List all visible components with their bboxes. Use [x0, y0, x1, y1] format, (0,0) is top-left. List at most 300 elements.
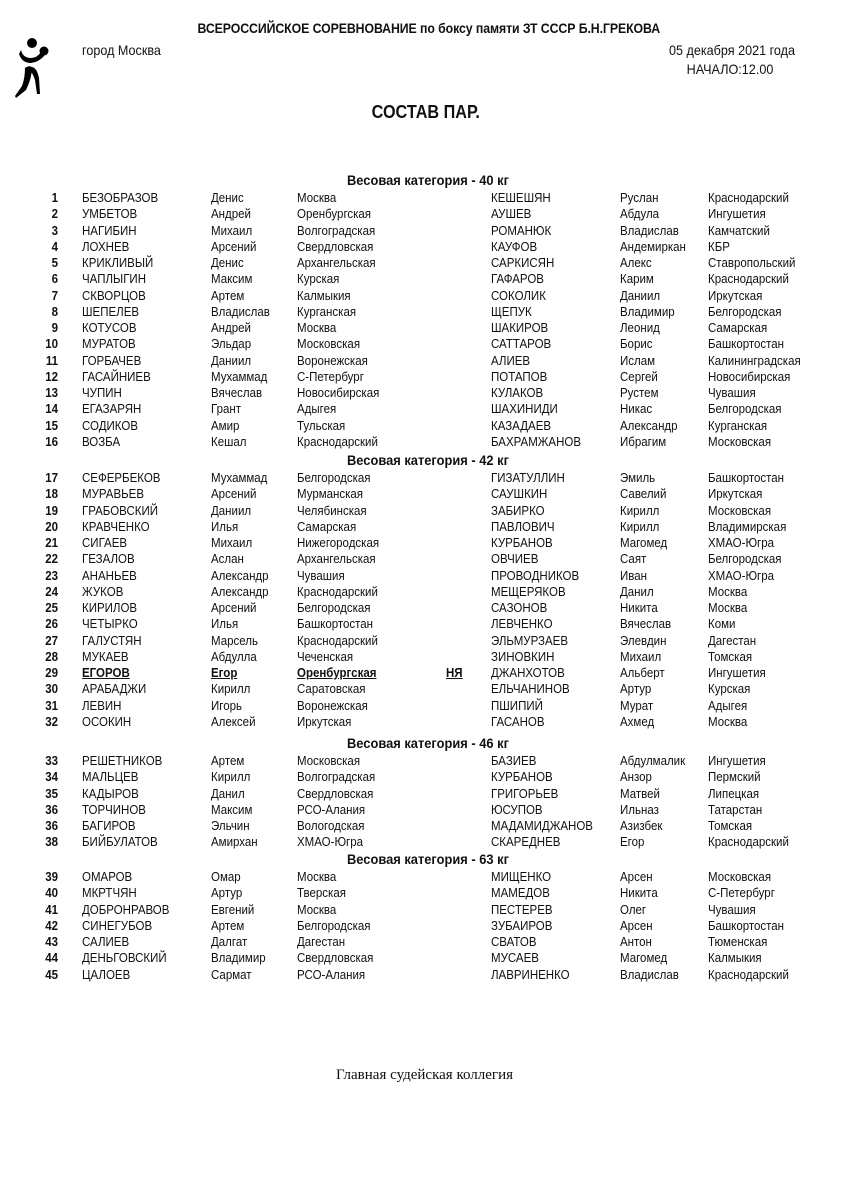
right-surname: МАДАМИДЖАНОВ	[491, 819, 593, 833]
left-name: Илья	[211, 519, 239, 534]
start-time: НАЧАЛО:12.00	[686, 61, 773, 77]
pair-number: 38	[45, 835, 58, 850]
pair-row	[0, 649, 849, 665]
right-region: Липецкая	[708, 786, 760, 801]
left-region: Свердловская	[297, 951, 374, 966]
pair-number: 41	[45, 902, 58, 917]
pair-row	[0, 753, 849, 769]
document-title: СОСТАВ ПАР.	[371, 102, 480, 122]
right-surname: БАХРАМЖАНОВ	[491, 434, 582, 449]
pair-row	[0, 503, 849, 519]
pair-row	[0, 802, 849, 818]
left-name: Артур	[211, 886, 243, 901]
left-surname: ЛОХНЕВ	[82, 239, 130, 254]
pair-number: 16	[45, 434, 58, 449]
pair-row	[0, 519, 849, 535]
right-region: Иркутская	[708, 288, 763, 303]
left-region: Мурманская	[297, 487, 364, 502]
right-region: Ставропольский	[708, 256, 796, 270]
left-name: Грант	[211, 402, 242, 417]
right-name: Данил	[620, 584, 654, 599]
right-surname: МУСАЕВ	[491, 951, 539, 966]
left-surname: ГЕЗАЛОВ	[82, 552, 135, 567]
left-surname: СИНЕГУБОВ	[82, 918, 153, 933]
pair-number: 34	[45, 770, 58, 785]
left-region: Саратовская	[297, 682, 366, 697]
left-surname: МУКАЕВ	[82, 649, 129, 664]
right-surname: ГАСАНОВ	[491, 714, 545, 729]
pair-number: 21	[45, 536, 58, 550]
right-surname: БАЗИЕВ	[491, 754, 537, 768]
right-name: Абдулмалик	[620, 754, 686, 768]
left-surname: КРИКЛИВЫЙ	[82, 256, 154, 270]
right-name: Саят	[620, 552, 647, 567]
left-surname: АНАНЬЕВ	[82, 568, 137, 583]
weight-category-title: Весовая категория - 40 кг	[347, 172, 509, 188]
competition-title: ВСЕРОССИЙСКОЕ СОРЕВНОВАНИЕ по боксу памяти ЗТ СССР Б.Н.ГРЕКОВА	[197, 20, 661, 36]
right-name: Артур	[620, 682, 652, 697]
left-name: Данил	[211, 786, 245, 801]
left-region: Курганская	[297, 304, 357, 319]
pair-number: 33	[45, 754, 58, 768]
right-surname: АЛИЕВ	[491, 353, 531, 368]
right-surname: ЮСУПОВ	[491, 802, 543, 817]
left-region: Тверская	[297, 886, 346, 901]
right-name: Андемиркан	[620, 239, 686, 254]
left-region: ХМАО-Югра	[297, 835, 364, 850]
right-region: ХМАО-Югра	[708, 568, 775, 583]
left-region: Краснодарский	[297, 584, 378, 599]
right-surname: КЕШЕШЯН	[491, 191, 551, 205]
left-name: Максим	[211, 272, 253, 287]
pair-number: 40	[45, 886, 58, 901]
pair-number: 5	[51, 256, 58, 270]
pair-number: 15	[45, 418, 58, 433]
city-label: город Москва	[82, 42, 161, 58]
weight-category-title: Весовая категория - 46 кг	[347, 735, 509, 751]
right-name: Никита	[620, 886, 658, 901]
pair-number: 36	[45, 819, 58, 833]
right-name: Ислам	[620, 353, 656, 368]
left-surname: КАДЫРОВ	[82, 786, 139, 801]
right-region: Пермский	[708, 770, 761, 785]
left-surname: ГРАБОВСКИЙ	[82, 503, 158, 518]
right-surname: ГРИГОРЬЕВ	[491, 786, 559, 801]
pair-row	[0, 288, 849, 304]
right-name: Никита	[620, 601, 658, 615]
right-name: Владимир	[620, 304, 675, 319]
left-name: Андрей	[211, 207, 251, 222]
pair-row	[0, 223, 849, 239]
pair-number: 14	[45, 402, 58, 417]
left-name: Владимир	[211, 951, 266, 966]
pair-row	[0, 255, 849, 271]
left-name: Денис	[211, 256, 244, 270]
left-surname: УМБЕТОВ	[82, 207, 138, 222]
left-region: РСО-Алания	[297, 802, 366, 817]
pair-row	[0, 834, 849, 850]
footer-signature: Главная судейская коллегия	[336, 1067, 513, 1083]
right-surname: ОВЧИЕВ	[491, 552, 539, 567]
left-surname: КОТУСОВ	[82, 321, 137, 335]
right-name: Анзор	[620, 770, 652, 785]
right-region: Башкортостан	[708, 337, 785, 352]
left-surname: МКРТЧЯН	[82, 886, 137, 901]
left-region: Белгородская	[297, 918, 371, 933]
left-surname: ВОЗБА	[82, 434, 121, 449]
right-surname: СВАТОВ	[491, 935, 537, 949]
right-region: Владимирская	[708, 519, 787, 534]
pair-number: 32	[45, 714, 58, 729]
right-name: Сергей	[620, 369, 658, 384]
left-name: Даниил	[211, 503, 252, 518]
right-surname: КУРБАНОВ	[491, 536, 553, 550]
right-surname: ЛАВРИНЕНКО	[491, 967, 570, 982]
right-name: Владислав	[620, 967, 679, 982]
right-name: Ахмед	[620, 714, 655, 729]
right-region: Москва	[708, 714, 748, 729]
right-surname: ДЖАНХОТОВ	[491, 666, 565, 680]
left-region: Оренбургская	[297, 207, 372, 222]
right-surname: ЭЛЬМУРЗАЕВ	[491, 633, 568, 648]
pair-number: 11	[45, 353, 58, 368]
left-name: Эльчин	[211, 819, 250, 833]
right-region: Ингушетия	[708, 666, 766, 680]
left-name: Сармат	[211, 967, 252, 982]
right-region: Дагестан	[708, 633, 757, 648]
right-name: Эмиль	[620, 471, 656, 485]
left-surname: МУРАТОВ	[82, 337, 136, 352]
left-region: Краснодарский	[297, 434, 378, 449]
right-region: Тюменская	[708, 935, 768, 949]
left-name: Кешал	[211, 434, 247, 449]
left-surname: КРАВЧЕНКО	[82, 519, 150, 534]
right-region: Московская	[708, 434, 772, 449]
pair-row	[0, 633, 849, 649]
pair-row	[0, 934, 849, 950]
pair-row	[0, 418, 849, 434]
right-name: Александр	[620, 418, 678, 433]
left-region: Московская	[297, 337, 361, 352]
right-name: Альберт	[620, 666, 665, 680]
left-surname: ГАСАЙНИЕВ	[82, 369, 151, 384]
left-name: Алексей	[211, 714, 256, 729]
right-region: Чувашия	[708, 386, 756, 400]
left-surname: ЕГАЗАРЯН	[82, 402, 142, 417]
right-region: Курская	[708, 682, 751, 697]
left-region: Тульская	[297, 418, 346, 433]
right-name: Алекс	[620, 256, 652, 270]
right-name: Никас	[620, 402, 653, 417]
left-surname: ЧУПИН	[82, 386, 122, 400]
right-surname: ГАФАРОВ	[491, 272, 544, 287]
right-surname: МЕЩЕРЯКОВ	[491, 584, 566, 599]
left-surname: ЧЕТЫРКО	[82, 617, 138, 632]
right-surname: АУШЕВ	[491, 207, 532, 222]
left-name: Кирилл	[211, 770, 251, 785]
pair-number: 35	[45, 786, 58, 801]
pair-number: 43	[45, 935, 58, 949]
left-name: Арсений	[211, 487, 257, 502]
left-name: Егор	[211, 666, 238, 680]
right-name: Элевдин	[620, 633, 667, 648]
right-name: Азизбек	[620, 819, 663, 833]
right-surname: ЕЛЬЧАНИНОВ	[491, 682, 570, 697]
left-name: Далгат	[211, 935, 248, 949]
left-region: Москва	[297, 870, 337, 884]
right-surname: СОКОЛИК	[491, 288, 546, 303]
left-name: Аслан	[211, 552, 244, 567]
pair-number: 18	[45, 487, 58, 502]
left-region: Челябинская	[297, 503, 367, 518]
pair-number: 6	[51, 272, 58, 287]
left-name: Мухаммад	[211, 471, 268, 485]
pair-number: 12	[45, 369, 58, 384]
right-surname: ЗИНОВКИН	[491, 649, 555, 664]
left-region: Архангельская	[297, 256, 376, 270]
right-name: Карим	[620, 272, 654, 287]
right-name: Савелий	[620, 487, 667, 502]
right-region: Самарская	[708, 321, 768, 335]
pair-row	[0, 902, 849, 918]
pair-row	[0, 584, 849, 600]
pair-row	[0, 470, 849, 486]
left-surname: СКВОРЦОВ	[82, 288, 146, 303]
right-surname: ШАКИРОВ	[491, 321, 549, 335]
pair-row	[0, 551, 849, 567]
left-name: Артем	[211, 288, 245, 303]
right-region: Краснодарский	[708, 272, 789, 287]
right-surname: САТТАРОВ	[491, 337, 552, 352]
right-surname: МАМЕДОВ	[491, 886, 550, 901]
left-region: Волгоградская	[297, 223, 376, 238]
left-region: Калмыкия	[297, 288, 351, 303]
pair-number: 25	[45, 601, 58, 615]
left-name: Александр	[211, 568, 269, 583]
left-surname: ДОБРОНРАВОВ	[82, 902, 170, 917]
left-region: Оренбургская	[297, 666, 377, 680]
right-name: Арсен	[620, 870, 653, 884]
pair-row	[0, 885, 849, 901]
right-name: Магомед	[620, 536, 668, 550]
right-name: Арсен	[620, 918, 653, 933]
pair-row	[0, 271, 849, 287]
left-region: Волгоградская	[297, 770, 376, 785]
left-region: Белгородская	[297, 601, 371, 615]
right-region: С-Петербург	[708, 886, 775, 901]
left-surname: ЧАПЛЫГИН	[82, 272, 146, 287]
left-name: Александр	[211, 584, 269, 599]
pair-row	[0, 353, 849, 369]
right-name: Михаил	[620, 649, 662, 664]
left-region: Курская	[297, 272, 340, 287]
right-region: Калининградская	[708, 353, 801, 368]
right-surname: РОМАНЮК	[491, 223, 552, 238]
right-surname: ПРОВОДНИКОВ	[491, 568, 580, 583]
left-surname: МАЛЬЦЕВ	[82, 770, 139, 785]
right-region: Московская	[708, 503, 772, 518]
left-name: Кирилл	[211, 682, 251, 697]
left-surname: БЕЗОБРАЗОВ	[82, 191, 159, 205]
pair-row	[0, 486, 849, 502]
pair-row	[0, 786, 849, 802]
left-name: Даниил	[211, 353, 252, 368]
right-region: Ингушетия	[708, 207, 766, 222]
pair-number: 13	[45, 386, 58, 400]
left-region: Белгородская	[297, 471, 371, 485]
right-name: Мурат	[620, 698, 654, 713]
right-name: Кирилл	[620, 519, 660, 534]
right-region: Ингушетия	[708, 754, 766, 768]
left-surname: ГОРБАЧЕВ	[82, 353, 142, 368]
left-region: Москва	[297, 191, 337, 205]
right-surname: МИЩЕНКО	[491, 870, 552, 884]
right-name: Руслан	[620, 191, 659, 205]
right-region: Московская	[708, 870, 772, 884]
pair-number: 8	[51, 304, 58, 319]
left-name: Мухаммад	[211, 369, 268, 384]
left-region: Нижегородская	[297, 536, 380, 550]
left-name: Артем	[211, 918, 245, 933]
right-name: Кирилл	[620, 503, 660, 518]
right-surname: САРКИСЯН	[491, 256, 555, 270]
left-surname: ДЕНЬГОВСКИЙ	[82, 951, 167, 966]
right-surname: ПОТАПОВ	[491, 369, 548, 384]
pair-row	[0, 616, 849, 632]
right-region: Белгородская	[708, 552, 782, 567]
left-name: Амир	[211, 418, 240, 433]
right-name: Матвей	[620, 786, 660, 801]
left-name: Вячеслав	[211, 386, 263, 400]
left-name: Евгений	[211, 902, 255, 917]
right-region: Москва	[708, 584, 748, 599]
status-mark: НЯ	[446, 666, 463, 680]
right-region: Томская	[708, 649, 753, 664]
pair-row	[0, 869, 849, 885]
right-region: ХМАО-Югра	[708, 536, 775, 550]
pair-number: 31	[45, 698, 58, 713]
left-name: Михаил	[211, 223, 253, 238]
left-name: Максим	[211, 802, 253, 817]
left-name: Абдулла	[211, 649, 257, 664]
right-region: Краснодарский	[708, 967, 789, 982]
right-surname: ЗАБИРКО	[491, 503, 545, 518]
right-region: Башкортостан	[708, 471, 785, 485]
boxer-pictogram-icon	[10, 36, 50, 100]
left-region: Архангельская	[297, 552, 376, 567]
left-region: Воронежская	[297, 353, 368, 368]
pair-row	[0, 600, 849, 616]
right-surname: ГИЗАТУЛЛИН	[491, 471, 565, 485]
left-name: Омар	[211, 870, 241, 884]
left-region: Свердловская	[297, 786, 374, 801]
pair-row	[0, 320, 849, 336]
pair-number: 36	[45, 802, 58, 817]
left-name: Владислав	[211, 304, 270, 319]
right-region: КБР	[708, 239, 730, 254]
left-region: Адыгея	[297, 402, 337, 417]
right-region: Краснодарский	[708, 835, 789, 850]
right-region: Адыгея	[708, 698, 748, 713]
right-region: Камчатский	[708, 223, 770, 238]
left-region: Чувашия	[297, 568, 345, 583]
left-region: РСО-Алания	[297, 967, 366, 982]
pair-number: 26	[45, 617, 58, 632]
left-region: Московская	[297, 754, 361, 768]
left-surname: ШЕПЕЛЕВ	[82, 304, 140, 319]
pair-row	[0, 967, 849, 983]
pair-row	[0, 385, 849, 401]
left-name: Денис	[211, 191, 244, 205]
pair-number: 39	[45, 870, 58, 884]
pair-number: 9	[51, 321, 58, 335]
right-surname: КУРБАНОВ	[491, 770, 553, 785]
right-name: Борис	[620, 337, 653, 352]
pair-number: 17	[45, 471, 58, 485]
right-surname: КАУФОВ	[491, 239, 538, 254]
right-name: Вячеслав	[620, 617, 672, 632]
right-surname: ЗУБАИРОВ	[491, 918, 553, 933]
right-name: Даниил	[620, 288, 661, 303]
left-region: Воронежская	[297, 698, 368, 713]
right-region: Татарстан	[708, 802, 763, 817]
left-region: Чеченская	[297, 649, 354, 664]
right-name: Олег	[620, 902, 647, 917]
left-name: Арсений	[211, 601, 257, 615]
left-name: Арсений	[211, 239, 257, 254]
left-surname: ЦАЛОЕВ	[82, 967, 131, 982]
pair-number: 19	[45, 503, 58, 518]
pair-row	[0, 434, 849, 450]
left-surname: СЕФЕРБЕКОВ	[82, 471, 161, 485]
pair-row	[0, 665, 849, 681]
left-surname: СИГАЕВ	[82, 536, 128, 550]
right-surname: ПАВЛОВИЧ	[491, 519, 555, 534]
left-surname: ЖУКОВ	[82, 584, 124, 599]
left-region: Иркутская	[297, 714, 352, 729]
left-region: Башкортостан	[297, 617, 374, 632]
left-surname: ЕГОРОВ	[82, 666, 130, 680]
right-surname: ПЕСТЕРЕВ	[491, 902, 553, 917]
left-region: Москва	[297, 902, 337, 917]
right-region: Калмыкия	[708, 951, 762, 966]
pair-number: 3	[51, 223, 58, 238]
left-surname: БАГИРОВ	[82, 819, 136, 833]
left-region: Дагестан	[297, 935, 346, 949]
left-name: Игорь	[211, 698, 242, 713]
right-surname: ЛЕВЧЕНКО	[491, 617, 553, 632]
right-name: Рустем	[620, 386, 659, 400]
pair-number: 28	[45, 649, 58, 664]
pair-row	[0, 239, 849, 255]
right-region: Москва	[708, 601, 748, 615]
left-name: Илья	[211, 617, 239, 632]
pair-number: 29	[45, 666, 58, 680]
right-name: Владислав	[620, 223, 679, 238]
pair-number: 24	[45, 584, 58, 599]
right-region: Краснодарский	[708, 191, 789, 205]
left-surname: БИЙБУЛАТОВ	[82, 835, 158, 850]
pair-row	[0, 714, 849, 730]
left-surname: НАГИБИН	[82, 223, 137, 238]
pair-row	[0, 918, 849, 934]
pair-number: 23	[45, 568, 58, 583]
right-surname: САУШКИН	[491, 487, 548, 502]
left-surname: ОМАРОВ	[82, 870, 133, 884]
right-region: Новосибирская	[708, 369, 791, 384]
left-name: Марсель	[211, 633, 258, 648]
pair-row	[0, 190, 849, 206]
